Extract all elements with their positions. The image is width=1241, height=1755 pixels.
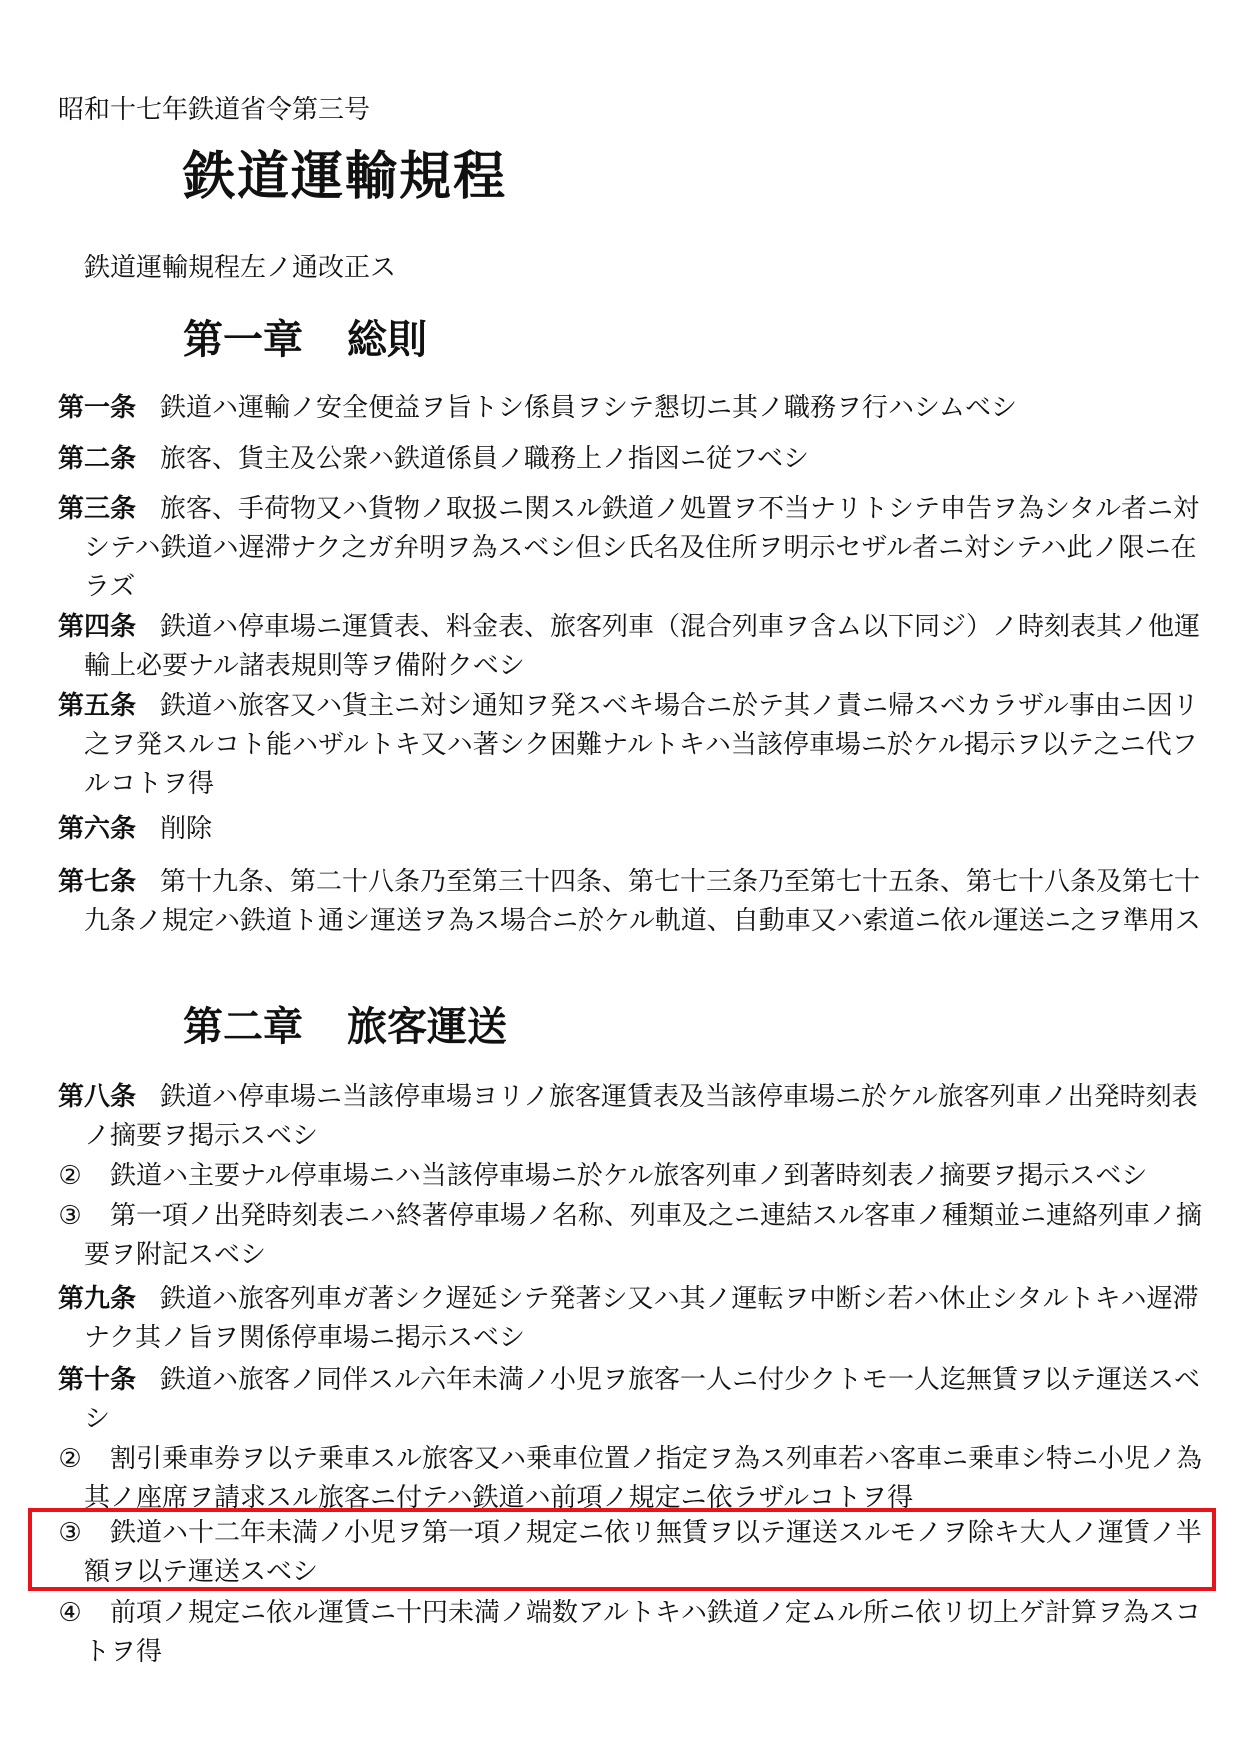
paragraph-text: 鉄道ハ十二年未満ノ小児ヲ第一項ノ規定ニ依リ無賃ヲ以テ運送スルモノヲ除キ大人ノ運賃ノ半額ヲ以テ運送スベシ <box>84 1518 1202 1587</box>
paragraph <box>58 1157 1210 1196</box>
paragraph <box>58 1197 1210 1275</box>
article-text: 旅客、手荷物又ハ貨物ノ取扱ニ関スル鉄道ノ処置ヲ不当ナリトシテ申告ヲ為シタル者ニ対シテハ鉄道ハ遅滞ナク之ガ弁明ヲ為スベシ但シ氏名及住所ヲ明示セザル者ニ対シテハ此ノ限ニ在ラズ <box>84 494 1199 602</box>
paragraph-text: 前項ノ規定ニ依ル運賃ニ十円未満ノ端数アルトキハ鉄道ノ定ムル所ニ依リ切上ゲ計算ヲ為スコトヲ得 <box>84 1598 1201 1667</box>
paragraph-number: ④ <box>58 1598 82 1628</box>
article-text: 削除 <box>160 814 213 844</box>
paragraph <box>58 1440 1210 1518</box>
article-label: 第六条 <box>58 814 137 844</box>
article-text: 旅客、貨主及公衆ハ鉄道係員ノ職務上ノ指図ニ従フベシ <box>160 444 809 474</box>
paragraph-number: ② <box>58 1444 82 1474</box>
chapter-heading <box>183 1001 507 1053</box>
article-label: 第二条 <box>58 444 137 474</box>
article-label: 第三条 <box>58 494 137 524</box>
article-label: 第十条 <box>58 1365 137 1395</box>
chapter-name: 総則 <box>347 317 427 363</box>
article <box>58 863 1210 941</box>
article <box>58 440 1210 479</box>
paragraph-number: ② <box>58 1161 82 1191</box>
article-label: 第八条 <box>58 1082 137 1112</box>
article <box>58 687 1210 804</box>
article-text: 鉄道ハ運輸ノ安全便益ヲ旨トシ係員ヲシテ懇切ニ其ノ職務ヲ行ハシムベシ <box>160 393 1017 423</box>
ordinance-number: 昭和十七年鉄道省令第三号 <box>58 95 371 125</box>
chapter-number: 第一章 <box>183 317 303 363</box>
article <box>58 608 1210 686</box>
article-text: 鉄道ハ停車場ニ当該停車場ヨリノ旅客運賃表及当該停車場ニ於ケル旅客列車ノ出発時刻表ノ摘要ヲ掲示スベシ <box>84 1082 1198 1151</box>
article-label: 第九条 <box>58 1284 137 1314</box>
article-text: 鉄道ハ旅客ノ同伴スル六年未満ノ小児ヲ旅客一人ニ付少クトモ一人迄無賃ヲ以テ運送スベシ <box>84 1365 1201 1434</box>
article <box>58 1280 1210 1358</box>
article-label: 第四条 <box>58 612 137 642</box>
paragraph-text: 第一項ノ出発時刻表ニハ終著停車場ノ名称、列車及之ニ連結スル客車ノ種類並ニ連絡列車ノ摘要ヲ附記スベシ <box>84 1201 1203 1270</box>
paragraph <box>58 1594 1210 1672</box>
article-label: 第七条 <box>58 867 137 897</box>
article-text: 鉄道ハ旅客又ハ貨主ニ対シ通知ヲ発スベキ場合ニ於テ其ノ責ニ帰スベカラザル事由ニ因リ之ヲ発スルコト能ハザルトキ又ハ著シク困難ナルトキハ当該停車場ニ於ケル掲示ヲ以テ之ニ代フルコトヲ得 <box>84 691 1199 799</box>
chapter-name: 旅客運送 <box>347 1004 507 1050</box>
article-label: 第一条 <box>58 393 137 423</box>
paragraph-number: ③ <box>58 1518 82 1548</box>
article <box>58 1078 1210 1156</box>
chapter-number: 第二章 <box>183 1004 303 1050</box>
article <box>58 1361 1210 1439</box>
highlight-box <box>28 1508 1216 1591</box>
paragraph-number: ③ <box>58 1201 82 1231</box>
article <box>58 810 1210 849</box>
article <box>58 389 1210 428</box>
paragraph-text: 割引乗車券ヲ以テ乗車スル旅客又ハ乗車位置ノ指定ヲ為ス列車若ハ客車ニ乗車シ特ニ小児ノ為其ノ座席ヲ請求スル旅客ニ付テハ鉄道ハ前項ノ規定ニ依ラザルコトヲ得 <box>84 1444 1203 1513</box>
article-label: 第五条 <box>58 691 137 721</box>
article-text: 鉄道ハ旅客列車ガ著シク遅延シテ発著シ又ハ其ノ運転ヲ中断シ若ハ休止シタルトキハ遅滞ナク其ノ旨ヲ関係停車場ニ掲示スベシ <box>84 1284 1199 1353</box>
preamble: 鉄道運輸規程左ノ通改正ス <box>84 253 397 283</box>
article-text: 第十九条、第二十八条乃至第三十四条、第七十三条乃至第七十五条、第七十八条及第七十九条ノ規定ハ鉄道ト通シ運送ヲ為ス場合ニ於ケル軌道、自動車又ハ索道ニ依ル運送ニ之ヲ準用ス <box>84 867 1201 936</box>
article-text: 鉄道ハ停車場ニ運賃表、料金表、旅客列車（混合列車ヲ含ム以下同ジ）ノ時刻表其ノ他運輸上必要ナル諸表規則等ヲ備附クベシ <box>84 612 1201 681</box>
paragraph-text: 鉄道ハ主要ナル停車場ニハ当該停車場ニ於ケル旅客列車ノ到著時刻表ノ摘要ヲ掲示スベシ <box>110 1161 1148 1191</box>
article <box>58 490 1210 607</box>
chapter-heading <box>183 314 427 366</box>
law-title: 鉄道運輸規程 <box>183 147 508 207</box>
